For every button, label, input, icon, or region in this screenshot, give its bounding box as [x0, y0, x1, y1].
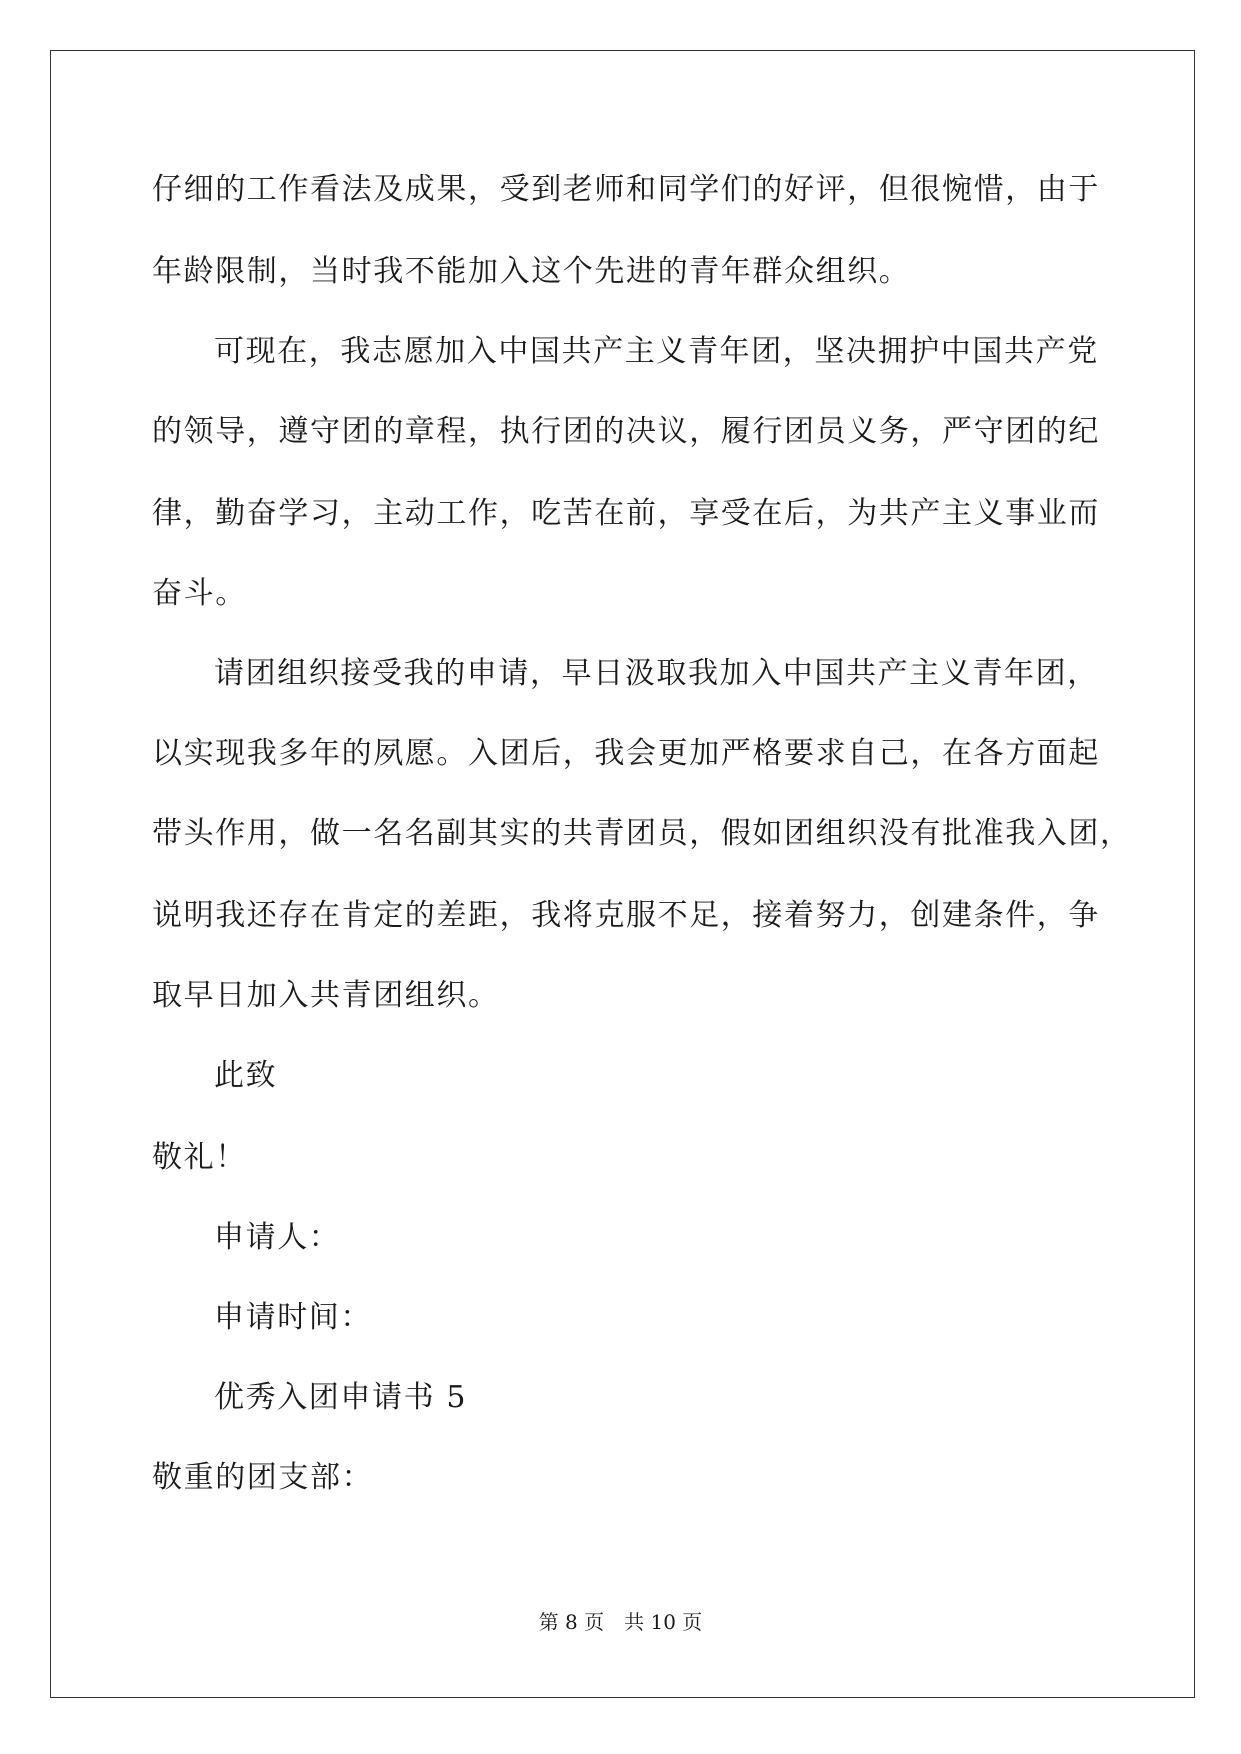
- page-number-total: 共 10 页: [624, 1610, 703, 1634]
- body-line-11: 取早日加入共青团组织。: [152, 978, 500, 1013]
- greeting-line: 敬重的团支部：: [152, 1460, 374, 1495]
- body-line-4: 的领导，遵守团的章程，执行团的决议，履行团员义务，严守团的纪: [152, 414, 1100, 449]
- body-line-5: 律，勤奋学习，主动工作，吃苦在前，享受在后，为共产主义事业而: [152, 496, 1100, 531]
- section-title: 优秀入团申请书 5: [214, 1380, 468, 1415]
- body-line-6: 奋斗。: [152, 576, 247, 611]
- body-line-2: 年龄限制，当时我不能加入这个先进的青年群众组织。: [152, 254, 911, 289]
- closing-regards: 敬礼！: [152, 1140, 247, 1175]
- application-date-label: 申请时间：: [214, 1300, 372, 1335]
- body-line-9: 带头作用，做一名名副其实的共青团员，假如团组织没有批准我入团，: [152, 816, 1132, 851]
- body-line-3: 可现在，我志愿加入中国共产主义青年团，坚决拥护中国共产党: [214, 334, 1099, 369]
- body-line-8: 以实现我多年的夙愿。入团后，我会更加严格要求自己，在各方面起: [152, 736, 1100, 771]
- applicant-label: 申请人：: [214, 1220, 341, 1255]
- page-number-current: 第 8 页: [538, 1610, 605, 1634]
- closing-salutation: 此致: [214, 1058, 278, 1093]
- body-line-10: 说明我还存在肯定的差距，我将克服不足，接着努力，创建条件，争: [152, 898, 1100, 933]
- body-line-7: 请团组织接受我的申请，早日汲取我加入中国共产主义青年团，: [214, 656, 1099, 691]
- page-footer: [0, 1610, 1241, 1634]
- body-line-1: 仔细的工作看法及成果，受到老师和同学们的好评，但很惋惜，由于: [152, 172, 1100, 207]
- page-frame: [50, 50, 1195, 1698]
